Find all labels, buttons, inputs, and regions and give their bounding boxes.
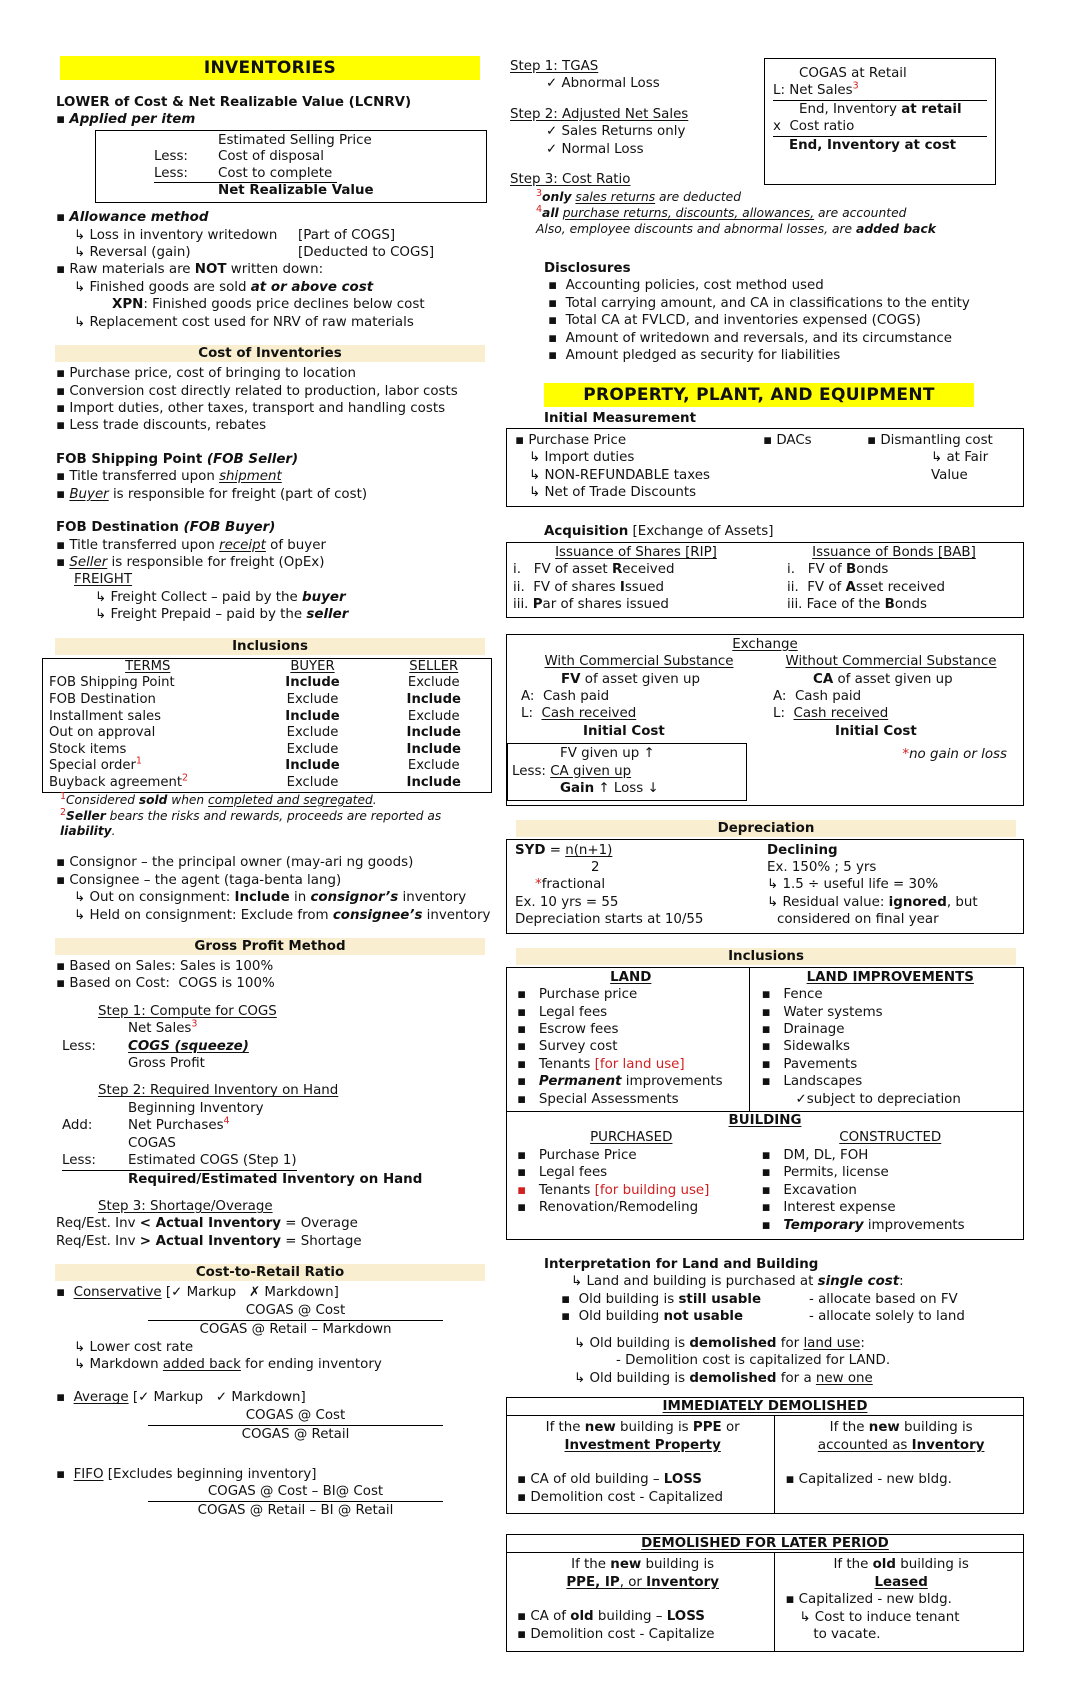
list-item: ▪ Title transferred upon receipt of buyer <box>56 537 326 553</box>
ppe-inclusions-heading: Inclusions <box>516 948 1016 965</box>
list-item: iii. Face of the Bonds <box>787 597 927 613</box>
spacer <box>517 1454 768 1471</box>
exchange-line: Initial Cost <box>835 723 917 739</box>
lcnrv-heading: LOWER of Cost & Net Realizable Value (LCNRV) <box>56 95 412 110</box>
list-item: ▪ Total carrying amount, and CA in classifications to the entity <box>548 295 970 311</box>
gpm-step3-heading: Step 3: Shortage/Overage <box>98 1198 273 1214</box>
gpm-shortage-line: Req/Est. Inv > Actual Inventory = Shortage <box>56 1233 362 1249</box>
table-row <box>43 725 492 742</box>
box-line: ▪ Purchase Price <box>515 432 627 448</box>
table-cell: Exclude <box>286 691 339 707</box>
nrv-row: Estimated Selling Price <box>218 132 372 148</box>
ledger-row: Net Sales$^3$ <box>128 1018 198 1037</box>
allowance-line: ↳ Reversal (gain) [Deducted to COGS] <box>74 245 435 261</box>
list-item: ▪ Amount of writedown and reversals, and its circumstance <box>548 330 953 346</box>
allowance-line: ↳ Loss in inventory writedown [Part of COGS] <box>74 227 396 243</box>
without-commercial-substance-column <box>765 653 1017 800</box>
ending-inventory-formula-box <box>764 58 996 185</box>
list-item: ▪ Survey cost <box>517 1039 618 1055</box>
table-cell: Exclude <box>286 775 339 791</box>
fob-destination-section <box>40 519 492 624</box>
ctr-line: ↳ Markdown added back for ending inventory <box>74 1356 382 1372</box>
interpretation-line: ↳ Old building is demolished for a new one <box>574 1370 873 1386</box>
exchange-line: FV of asset given up <box>561 671 700 687</box>
list-item: ↳ Import duties <box>529 450 635 466</box>
nrv-formula-box <box>95 130 487 203</box>
fob-shipping-point-section <box>40 451 492 503</box>
bonds-list <box>787 561 1019 613</box>
list-item: ii. FV of shares Issued <box>513 579 665 595</box>
list-item: ▪ Consignee – the agent (taga-benta lang) <box>56 872 342 888</box>
fob-sp-list <box>56 468 492 503</box>
imm-left-column <box>507 1416 775 1513</box>
initial-measurement-heading: Initial Measurement <box>544 410 696 426</box>
list-item: ▪ Legal fees <box>517 1004 608 1020</box>
gain-box-line: Less: CA given up <box>512 763 632 779</box>
list-item: ▪ Special Assessments <box>517 1091 679 1107</box>
table-cell: SELLER <box>409 658 459 674</box>
cost-of-inventories-heading: Cost of Inventories <box>55 345 485 362</box>
imm-right-list <box>785 1471 1017 1488</box>
retail-box-row: x Cost ratio <box>773 118 987 136</box>
subject-to-depreciation-note: ✓subject to depreciation <box>795 1091 961 1107</box>
gpm-based-sales: ▪ Based on Sales: Sales is 100% <box>56 958 274 974</box>
nrv-row: Net Realizable Value <box>218 182 374 198</box>
syd-line: SYD = n(n+1) <box>515 842 613 858</box>
table-cell: Include <box>406 775 461 791</box>
table-cell: Include <box>406 741 461 757</box>
constructed-column <box>750 1129 1023 1239</box>
retail-box-row: L: Net Sales$^3$ <box>773 82 987 100</box>
interpretation-heading: Interpretation for Land and Building <box>544 1256 819 1272</box>
constructed-list <box>762 1147 1019 1234</box>
table-cell: FOB Destination <box>49 691 156 707</box>
list-item: ▪ Purchase price, cost of bringing to location <box>56 366 356 382</box>
table-row <box>43 742 492 759</box>
retail-step-item: ✓ Sales Returns only <box>546 124 686 140</box>
list-item: ▪ Consignor – the principal owner (may-ari ng goods) <box>56 855 414 871</box>
purchased-heading: PURCHASED <box>590 1130 673 1146</box>
table-cell: Special order$^1$ <box>49 756 142 774</box>
purchase-price-sublist <box>515 449 763 501</box>
ctr-average-fraction <box>148 1407 443 1444</box>
inclusions-table <box>42 658 492 793</box>
list-item: ▪ Import duties, other taxes, transport and handling costs <box>56 401 446 417</box>
interpretation-line: ↳ Old building is demolished for land use: <box>574 1335 865 1351</box>
condition-line: accounted as Inventory <box>817 1437 985 1453</box>
immediately-demolished-box <box>506 1397 1024 1514</box>
issuance-of-shares-column <box>507 544 765 614</box>
ctr-line: ↳ Lower cost rate <box>74 1339 194 1355</box>
declining-line: ↳ Residual value: ignored, but <box>767 894 978 910</box>
purchased-column <box>507 1129 750 1239</box>
retail-step1-heading: Step 1: TGAS <box>510 59 599 74</box>
land-column <box>507 968 750 1111</box>
ledger-row: Gross Profit <box>128 1056 205 1072</box>
consignment-line: ↳ Out on consignment: Include in consignor’s inventory <box>74 890 467 906</box>
table-row <box>43 709 492 726</box>
ppe-inclusions-section <box>506 948 1024 1240</box>
left-column <box>40 56 492 1652</box>
retail-step-item: ✓ Abnormal Loss <box>546 76 660 92</box>
exchange-line: A: Cash paid <box>521 689 610 705</box>
box-line: ↳ at Fair Value <box>931 450 993 483</box>
list-item: ▪ Escrow fees <box>517 1021 619 1037</box>
retail-box-row: End, Inventory at cost <box>789 137 957 153</box>
exchange-line: Initial Cost <box>583 723 665 739</box>
declining-line: considered on final year <box>777 912 939 928</box>
table-cell: Stock items <box>49 741 127 757</box>
consignment-list <box>56 854 492 889</box>
ctr-fifo-fraction <box>148 1483 443 1520</box>
syd-line: 2 <box>591 859 600 875</box>
table-cell: Exclude <box>407 675 460 691</box>
interpretation-section <box>506 1256 1024 1387</box>
list-item: ↳ Net of Trade Discounts <box>529 485 697 501</box>
list-item: ▪ Tenants [for building use] <box>517 1182 710 1198</box>
freight-heading: FREIGHT <box>74 572 133 588</box>
ctr-fifo-heading: ▪ FIFO [Excludes beginning inventory] <box>56 1466 317 1482</box>
exchange-box <box>506 634 1024 806</box>
no-gain-loss-note: *no gain or loss <box>902 747 1007 763</box>
table-cell: Include <box>406 691 461 707</box>
column-heading: Issuance of Shares [RIP] <box>555 545 717 561</box>
later-right-column <box>775 1553 1023 1650</box>
table-cell: Include <box>285 675 340 691</box>
imm-right-column <box>775 1416 1023 1513</box>
list-item: ↳ NON-REFUNDABLE taxes <box>529 467 710 483</box>
condition-line: If the old building is <box>833 1557 969 1573</box>
fraction-numerator: COGAS @ Cost <box>148 1302 443 1321</box>
cost-of-inventories-list <box>56 365 492 435</box>
demolished-later-title: DEMOLISHED FOR LATER PERIOD <box>507 1535 1023 1553</box>
declining-column <box>767 842 1015 929</box>
footnote-2: $^2$Seller bears the risks and rewards, proceeds are reported as liability. <box>60 806 446 839</box>
land-list <box>517 986 745 1108</box>
list-item: ▪ Tenants [for land use] <box>517 1056 685 1072</box>
inclusions-heading: Inclusions <box>55 638 485 655</box>
demolished-later-box <box>506 1534 1024 1652</box>
building-heading: BUILDING <box>507 1111 1023 1129</box>
list-item: ▪ Fence <box>761 987 823 1003</box>
declining-line: Declining <box>767 842 838 858</box>
gpm-based-cost: ▪ Based on Cost: COGS is 100% <box>56 976 275 992</box>
gain-box-line: FV given up ↑ <box>560 746 655 762</box>
list-item: ▪ Conversion cost directly related to production, labor costs <box>56 383 458 399</box>
inventories-title: INVENTORIES <box>60 56 480 80</box>
footnote-1: $^1$Considered sold when completed and segregated. <box>60 790 377 807</box>
ledger-row: Less: COGS (squeeze) <box>62 1038 249 1054</box>
land-heading: LAND <box>610 969 652 985</box>
column-heading: With Commercial Substance <box>544 654 734 670</box>
list-item: ii. FV of Asset received <box>787 579 946 595</box>
condition-line: If the new building is <box>829 1420 973 1436</box>
freight-prepaid-line: ↳ Freight Prepaid – paid by the seller <box>95 607 349 623</box>
fraction-denominator: COGAS @ Retail – BI @ Retail <box>197 1503 394 1519</box>
list-item: ▪ Pavements <box>761 1056 858 1072</box>
gross-profit-method-section <box>40 938 492 1250</box>
purchased-list <box>517 1147 746 1217</box>
ppe-title: PROPERTY, PLANT, AND EQUIPMENT <box>544 383 974 407</box>
gpm-overage-line: Req/Est. Inv < Actual Inventory = Overage <box>56 1216 358 1232</box>
allowance-method-section <box>40 209 492 331</box>
disclosures-heading: Disclosures <box>544 261 631 276</box>
list-item: ▪ Seller is responsible for freight (OpEx) <box>56 554 325 570</box>
lcnrv-applied-per-item: ▪ Applied per item <box>56 112 196 128</box>
list-item: ▪ Demolition cost - Capitalized <box>517 1489 724 1505</box>
freight-collect-line: ↳ Freight Collect – paid by the buyer <box>95 589 346 605</box>
retail-box-row: COGAS at Retail <box>799 66 907 81</box>
table-row <box>43 658 492 675</box>
raw-materials-line: ↳ Finished goods are sold at or above cost <box>74 279 374 295</box>
table-cell: Include <box>285 758 340 774</box>
ledger-row: Beginning Inventory <box>128 1100 264 1116</box>
list-item: ▪ Total CA at FVLCD, and inventories expensed (COGS) <box>548 313 921 329</box>
gpm-step1-heading: Step 1: Compute for COGS <box>98 1003 277 1019</box>
imm-left-list <box>517 1471 768 1506</box>
list-item: ▪ Legal fees <box>517 1165 608 1181</box>
list-item: ▪ CA of old building – LOSS <box>517 1472 702 1488</box>
table-row <box>43 758 492 775</box>
list-item: iii. Par of shares issued <box>513 597 669 613</box>
list-item: ▪ Water systems <box>761 1004 883 1020</box>
fraction-numerator: COGAS @ Cost <box>148 1407 443 1426</box>
constructed-heading: CONSTRUCTED <box>839 1130 942 1146</box>
ledger-row: Less: Estimated COGS (Step 1) <box>62 1152 492 1170</box>
table-cell: Exclude <box>286 741 339 757</box>
box-line: ▪ DACs <box>763 432 812 448</box>
retail-steps-section <box>506 58 1024 244</box>
depreciation-box <box>506 839 1024 934</box>
exchange-line: L: Cash received <box>773 706 889 722</box>
list-item: ▪ Sidewalks <box>761 1039 850 1055</box>
interpretation-line: ▪ Old building not usable - allocate solely to land <box>561 1309 965 1325</box>
interpretation-line: - Demolition cost is capitalized for LAND. <box>616 1353 891 1369</box>
dacs-column <box>763 432 867 502</box>
ctr-heading: Cost-to-Retail Ratio <box>55 1264 485 1281</box>
exchange-line: A: Cash paid <box>773 689 862 705</box>
land-building-box <box>506 967 1024 1240</box>
retail-step-item: ✓ Normal Loss <box>546 141 644 157</box>
column-heading: Without Commercial Substance <box>785 654 997 670</box>
syd-line: Depreciation starts at 10/55 <box>515 912 704 928</box>
gpm-step2-heading: Step 2: Required Inventory on Hand <box>98 1083 339 1099</box>
table-cell: Installment sales <box>49 708 161 724</box>
spacer <box>785 1454 1017 1471</box>
list-item: ▪ Title transferred upon shipment <box>56 469 282 485</box>
land-improvements-list <box>762 986 1019 1091</box>
exchange-title: Exchange <box>732 636 798 652</box>
initial-measurement-box <box>506 428 1024 507</box>
table-cell: Out on approval <box>49 725 156 741</box>
cost-of-inventories-section <box>40 345 492 435</box>
later-right-line: ↳ Cost to induce tenant <box>799 1609 960 1625</box>
declining-line: Ex. 150% ; 5 yrs <box>767 859 877 875</box>
depreciation-heading: Depreciation <box>516 820 1016 837</box>
purchase-price-column <box>515 432 763 502</box>
list-item: ▪ Demolition cost - Capitalize <box>517 1626 715 1642</box>
list-item: ▪ Buyer is responsible for freight (part of cost) <box>56 486 368 502</box>
issuance-of-bonds-column <box>765 544 1023 614</box>
syd-column <box>515 842 767 929</box>
with-commercial-substance-column <box>513 653 765 800</box>
dismantling-column <box>867 432 1017 502</box>
fob-sp-heading: FOB Shipping Point (FOB Seller) <box>56 451 299 467</box>
land-improvements-column <box>750 968 1023 1111</box>
list-item: ▪ Capitalized - new bldg. <box>785 1472 952 1488</box>
later-right-line: ▪ Capitalized - new bldg. <box>785 1592 952 1608</box>
nrv-row: Less: Cost of disposal <box>154 149 324 165</box>
list-item: ▪ Drainage <box>761 1021 845 1037</box>
list-item: ▪ Interest expense <box>761 1200 896 1216</box>
interpretation-line: ▪ Old building is still usable - allocate based on FV <box>561 1291 958 1307</box>
retail-step3-heading: Step 3: Cost Ratio <box>510 172 631 188</box>
ctr-conservative-heading: ▪ Conservative [✓ Markup ✗ Markdown] <box>56 1285 339 1301</box>
list-item: ▪ Permits, license <box>761 1165 889 1181</box>
allowance-heading: ▪ Allowance method <box>56 210 209 226</box>
list-item: ▪ Temporary improvements <box>761 1217 965 1233</box>
condition-line: If the new building is PPE or <box>545 1420 740 1436</box>
table-cell: Include <box>406 725 461 741</box>
list-item: ▪ Purchase price <box>517 987 638 1003</box>
list-item: ▪ Amount pledged as security for liabilities <box>548 348 841 364</box>
declining-line: ↳ 1.5 ÷ useful life = 30% <box>767 877 939 893</box>
cost-to-retail-section <box>40 1264 492 1520</box>
land-improvements-heading: LAND IMPROVEMENTS <box>806 969 974 985</box>
table-row <box>43 692 492 709</box>
list-item: ▪ Renovation/Remodeling <box>517 1200 699 1216</box>
table-cell: FOB Shipping Point <box>49 675 175 691</box>
ledger-row: COGAS <box>128 1135 176 1151</box>
table-cell: TERMS <box>125 658 171 674</box>
condition-line: Leased <box>874 1574 928 1590</box>
fraction-denominator: COGAS @ Retail <box>241 1427 350 1443</box>
ledger-row: Required/Estimated Inventory on Hand <box>128 1171 423 1187</box>
inclusions-section <box>40 638 492 841</box>
retail-footnote: Also, employee discounts and abnormal losses, are added back <box>536 221 936 236</box>
table-cell: BUYER <box>290 658 335 674</box>
gpm-heading: Gross Profit Method <box>55 938 485 955</box>
table-row <box>43 675 492 692</box>
disclosures-section <box>506 260 1024 365</box>
disclosures-list <box>548 277 1024 364</box>
syd-line: Ex. 10 yrs = 55 <box>515 894 619 910</box>
table-cell: Exclude <box>286 725 339 741</box>
gain-loss-box <box>507 743 747 800</box>
raw-materials-heading: ▪ Raw materials are NOT written down: <box>56 262 324 278</box>
list-item: ▪ Accounting policies, cost method used <box>548 278 824 294</box>
retail-box-row: End, Inventory at retail <box>799 101 962 117</box>
depreciation-section <box>506 820 1024 934</box>
condition-line: PPE, IP, or Inventory <box>566 1574 719 1590</box>
exchange-line: L: Cash received <box>521 706 637 722</box>
retail-footnote: $^4$all purchase returns, discounts, allowances, are accounted <box>536 203 907 220</box>
syd-line: *fractional <box>535 877 606 893</box>
table-row <box>43 775 492 792</box>
fraction-denominator: COGAS @ Retail – Markdown <box>199 1322 392 1338</box>
table-cell: Buyback agreement$^2$ <box>49 772 189 791</box>
table-cell: Include <box>285 708 340 724</box>
right-column <box>506 56 1024 1652</box>
immediately-demolished-title: IMMEDIATELY DEMOLISHED <box>507 1398 1023 1416</box>
spacer <box>517 1591 768 1608</box>
consignment-section <box>40 854 492 924</box>
ctr-conservative-fraction <box>148 1302 443 1339</box>
raw-materials-line: ↳ Replacement cost used for NRV of raw materials <box>74 314 414 330</box>
list-item: ▪ Less trade discounts, rebates <box>56 418 267 434</box>
consignment-line: ↳ Held on consignment: Exclude from consignee’s inventory <box>74 907 491 923</box>
fraction-numerator: COGAS @ Cost – BI@ Cost <box>148 1483 443 1502</box>
list-item: ▪ Purchase Price <box>517 1147 637 1163</box>
condition-line: Investment Property <box>564 1437 721 1453</box>
raw-materials-xpn: XPN: Finished goods price declines below cost <box>112 297 425 313</box>
lcnrv-section <box>40 94 492 203</box>
later-left-list <box>517 1608 768 1643</box>
ctr-average-heading: ▪ Average [✓ Markup ✓ Markdown] <box>56 1390 306 1406</box>
table-cell: Exclude <box>407 708 460 724</box>
list-item: i. FV of Bonds <box>787 562 889 578</box>
list-item: ▪ Excavation <box>761 1182 857 1198</box>
exchange-line: CA of asset given up <box>813 671 953 687</box>
shares-list <box>513 561 761 613</box>
list-item: ▪ Landscapes <box>761 1074 863 1090</box>
table-cell: Exclude <box>407 758 460 774</box>
acquisition-heading: Acquisition [Exchange of Assets] <box>544 523 774 539</box>
condition-line: If the new building is <box>571 1557 715 1573</box>
gain-box-line: Gain ↑ Loss ↓ <box>560 781 659 797</box>
shares-bonds-box <box>506 542 1024 618</box>
retail-footnote: $^3$only sales returns are deducted <box>536 187 742 204</box>
ledger-row: Add: Net Purchases$^4$ <box>62 1115 230 1134</box>
list-item: ▪ DM, DL, FOH <box>761 1147 869 1163</box>
later-left-column <box>507 1553 775 1650</box>
list-item: ▪ Permanent improvements <box>517 1074 723 1090</box>
list-item: ▪ CA of old building – LOSS <box>517 1609 705 1625</box>
later-right-line: to vacate. <box>813 1627 881 1643</box>
fob-dest-heading: FOB Destination (FOB Buyer) <box>56 520 276 536</box>
column-heading: Issuance of Bonds [BAB] <box>812 545 976 561</box>
interpretation-line: ↳ Land and building is purchased at single cost: <box>571 1274 904 1290</box>
nrv-row: Less: Cost to complete <box>154 166 486 183</box>
retail-step2-heading: Step 2: Adjusted Net Sales <box>510 106 689 122</box>
fob-dest-list <box>56 537 492 572</box>
box-line: ▪ Dismantling cost <box>867 432 993 448</box>
list-item: i. FV of asset Received <box>513 562 675 578</box>
